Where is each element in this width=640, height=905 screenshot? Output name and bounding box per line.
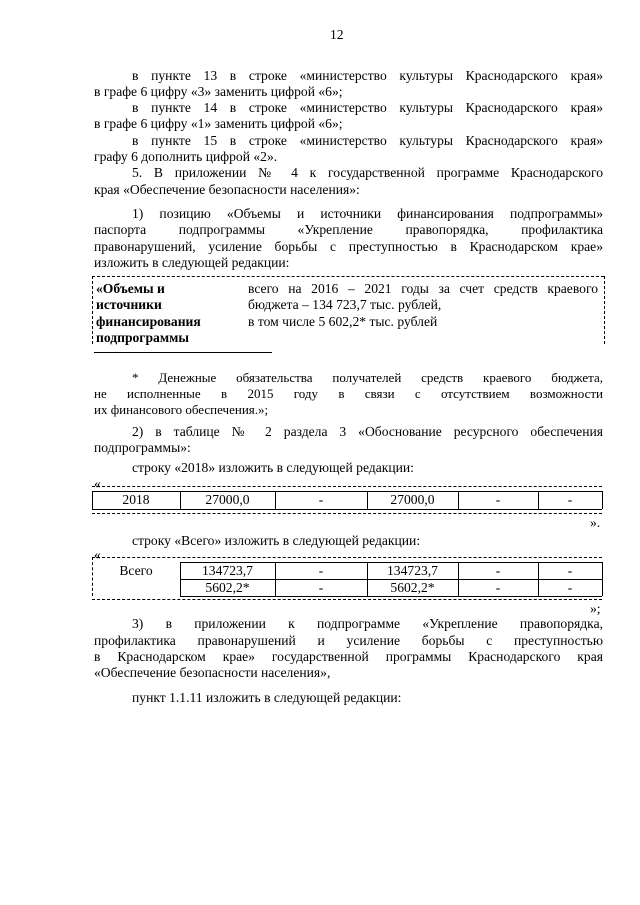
table-cell: - xyxy=(495,492,501,507)
table-border xyxy=(92,557,602,558)
paragraph-line: 2) в таблице № 2 раздела 3 «Обоснование ресурсного обеспечения xyxy=(132,424,603,439)
table-cell: - xyxy=(567,580,573,595)
paragraph-line: подпрограммы»: xyxy=(94,440,191,455)
paragraph-line: в пункте 15 в строке «министерство культуры Краснодарского края» xyxy=(132,133,603,148)
table-border xyxy=(92,513,602,514)
table-border xyxy=(604,276,605,344)
table-border xyxy=(92,276,604,277)
footnote-line: * Денежные обязательства получателей средств краевого бюджета, xyxy=(132,370,603,385)
funding-label: «Объемы и xyxy=(96,281,165,296)
paragraph-line: строку «Всего» изложить в следующей редакции: xyxy=(132,533,421,548)
page-number: 12 xyxy=(330,27,344,42)
paragraph-line: 5. В приложении № 4 к государственной программе Краснодарского xyxy=(132,165,603,180)
funding-label: подпрограммы xyxy=(96,330,189,345)
quote-close: »; xyxy=(590,601,601,616)
table-cell: 27000,0 xyxy=(205,492,250,507)
table-border xyxy=(92,599,602,600)
table-cell: Всего xyxy=(119,563,153,578)
table-cell: - xyxy=(495,563,501,578)
quote-open: « xyxy=(94,476,101,491)
table-border xyxy=(92,509,602,510)
paragraph-line: в графе 6 цифру «3» заменить цифрой «6»; xyxy=(94,84,343,99)
table-cell: - xyxy=(495,580,501,595)
table-cell: 2018 xyxy=(122,492,150,507)
quote-open: « xyxy=(94,547,101,562)
funding-text: в том числе 5 602,2* тыс. рублей xyxy=(248,314,438,329)
funding-label: источники xyxy=(96,297,162,312)
footnote-line: не исполненные в 2015 году в связи с отсутствием возможности xyxy=(94,386,603,401)
funding-label: финансирования xyxy=(96,314,201,329)
funding-text: бюджета – 134 723,7 тыс. рублей, xyxy=(248,297,442,312)
quote-close: ». xyxy=(590,515,601,530)
table-cell: - xyxy=(318,563,324,578)
table-border xyxy=(92,276,93,344)
paragraph-line: профилактика правонарушений и усиление борьбы с преступностью xyxy=(94,633,603,648)
paragraph-line: графу 6 дополнить цифрой «2». xyxy=(94,149,278,164)
paragraph-line: 1) позицию «Объемы и источники финансирования подпрограммы» xyxy=(132,206,603,221)
table-cell: - xyxy=(318,580,324,595)
paragraph-line: в пункте 14 в строке «министерство культуры Краснодарского края» xyxy=(132,100,603,115)
footnote-separator xyxy=(94,352,272,353)
paragraph-line: в Краснодарском крае» государственной программы Краснодарского края xyxy=(94,649,603,664)
paragraph-line: в пункте 13 в строке «министерство культуры Краснодарского края» xyxy=(132,68,603,83)
footnote-line: их финансового обеспечения.»; xyxy=(94,402,269,417)
paragraph-line: «Обеспечение безопасности населения», xyxy=(94,665,331,680)
table-cell: - xyxy=(318,492,324,507)
paragraph-line: пункт 1.1.11 изложить в следующей редакции: xyxy=(132,690,402,705)
paragraph-line: в графе 6 цифру «1» заменить цифрой «6»; xyxy=(94,116,343,131)
paragraph-line: правонарушений, усиление борьбы с преступностью в Краснодарском крае» xyxy=(94,239,603,254)
table-cell: 5602,2* xyxy=(205,580,250,595)
table-border xyxy=(92,486,602,487)
paragraph-line: изложить в следующей редакции: xyxy=(94,255,290,270)
table-border xyxy=(602,491,603,509)
table-cell: 27000,0 xyxy=(390,492,435,507)
table-cell: - xyxy=(567,563,573,578)
paragraph-line: 3) в приложении к подпрограмме «Укрепление правопорядка, xyxy=(132,616,603,631)
table-cell: - xyxy=(567,492,573,507)
paragraph-line: строку «2018» изложить в следующей редакции: xyxy=(132,460,414,475)
table-cell: 134723,7 xyxy=(387,563,438,578)
paragraph-line: края «Обеспечение безопасности населения»: xyxy=(94,182,360,197)
funding-text: всего на 2016 – 2021 годы за счет средств краевого xyxy=(248,281,598,296)
table-border xyxy=(180,596,602,597)
table-cell: 134723,7 xyxy=(202,563,253,578)
table-border xyxy=(602,562,603,596)
paragraph-line: паспорта подпрограммы «Укрепление правопорядка, профилактика xyxy=(94,222,603,237)
table-cell: 5602,2* xyxy=(390,580,435,595)
